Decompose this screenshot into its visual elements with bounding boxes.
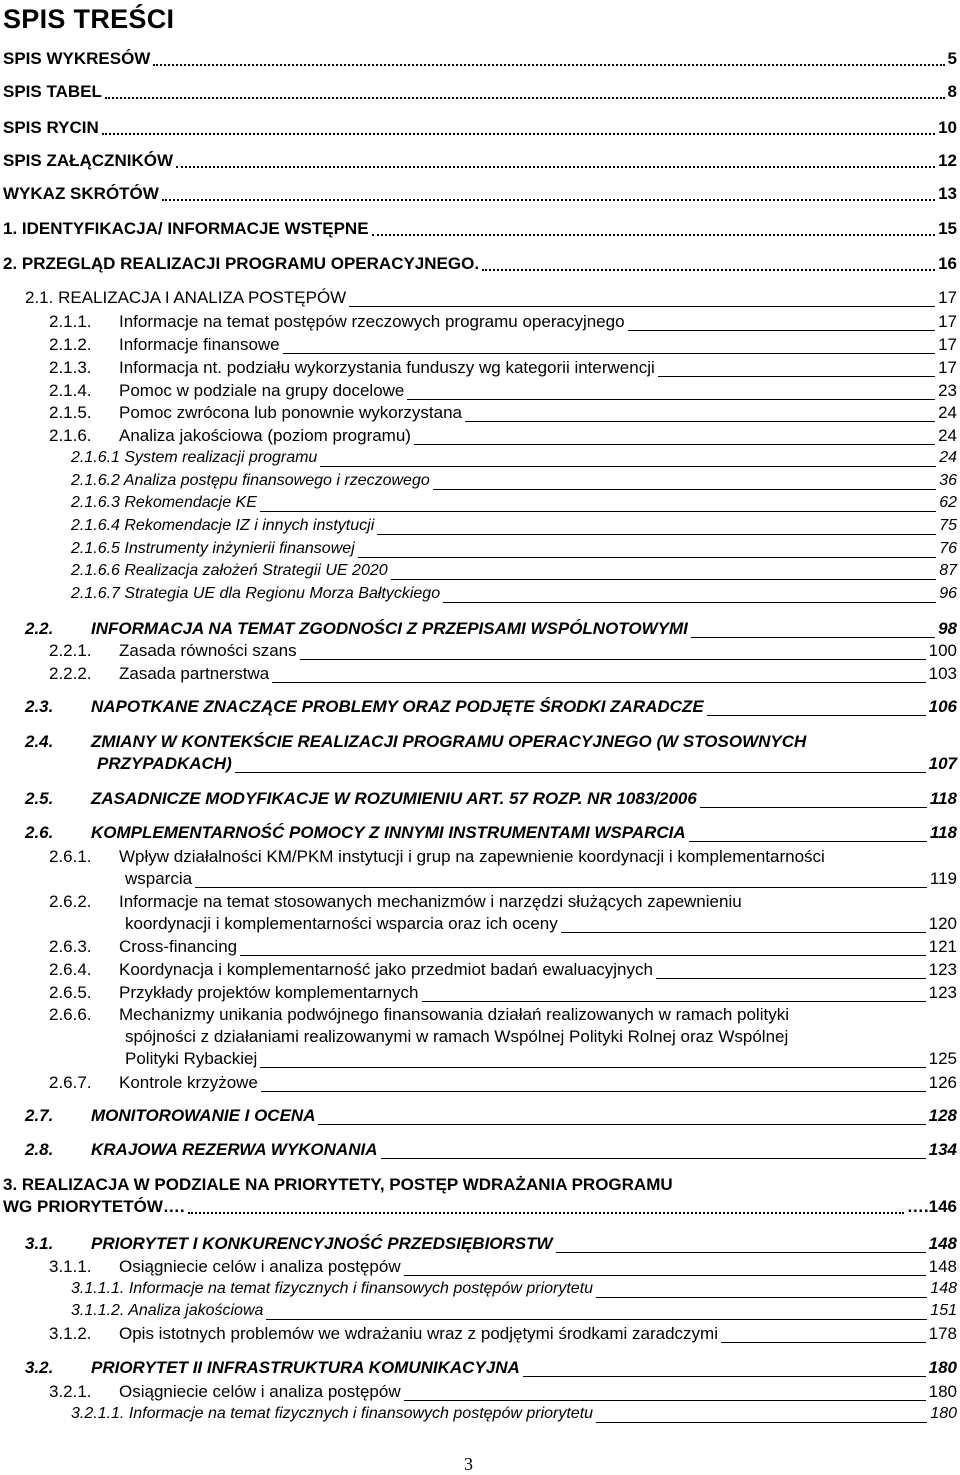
toc-entry-label: SPIS TABEL [3, 82, 102, 101]
toc-entry-label: koordynacji i komplementarności wsparcia oraz ich oceny [125, 914, 558, 933]
toc-entry-label: 2.1.6.7 Strategia UE dla Regionu Morza Bałtyckiego [71, 585, 441, 602]
leader-line [422, 1001, 926, 1002]
leader-line [404, 1275, 926, 1276]
leader-line [596, 1297, 927, 1298]
toc-entry[interactable] [71, 492, 957, 514]
leader-line [261, 1091, 926, 1092]
leader-line [691, 637, 935, 638]
toc-entry-page: 178 [928, 1324, 957, 1343]
toc-entry[interactable] [71, 515, 957, 537]
leader-line [320, 466, 936, 467]
toc-entry-page: 98 [938, 619, 957, 638]
toc-entry-page: 15 [938, 219, 957, 238]
leader-line [349, 306, 935, 307]
leader-line [283, 353, 935, 354]
leader-line [404, 1400, 926, 1401]
toc-entry-page: 125 [928, 1049, 957, 1068]
toc-entry[interactable] [49, 425, 957, 447]
toc-entry-label: Informacje na temat postępów rzeczowych programu operacyjnego [119, 312, 625, 331]
toc-entry-page: 75 [939, 517, 957, 534]
toc-entry[interactable] [71, 538, 957, 560]
toc-entry-page: 76 [939, 540, 957, 557]
toc-entry[interactable] [49, 357, 957, 379]
leader-line [556, 1252, 926, 1253]
toc-entry-label: 1. IDENTYFIKACJA/ INFORMACJE WSTĘPNE [3, 219, 369, 238]
toc-entry[interactable] [49, 936, 957, 958]
toc-entry-page: 17 [938, 312, 957, 331]
toc-entry-page: 120 [928, 914, 957, 933]
toc-entry[interactable] [3, 253, 957, 275]
toc-entry-page: 118 [929, 789, 957, 808]
leader-line [656, 978, 926, 979]
toc-entry-label: spójności z działaniami realizowanymi w ramach Wspólnej Polityki Rolnej oraz Wspólnej [125, 1027, 789, 1046]
toc-entry-label: Pomoc w podziale na grupy docelowe [119, 381, 405, 400]
toc-entry-label: Informacja nt. podziału wykorzystania funduszy wg kategorii interwencji [119, 358, 655, 377]
toc-entry-label: Informacje finansowe [119, 335, 280, 354]
leader-line [260, 1067, 925, 1068]
toc-entry-page: 13 [938, 184, 957, 203]
leader-line [689, 841, 927, 842]
toc-entry-page: 87 [939, 562, 957, 579]
leader-line [465, 421, 935, 422]
toc-entry-number: 2.3. [25, 697, 54, 716]
toc-entry-page: 126 [928, 1073, 957, 1092]
toc-entry[interactable] [71, 1300, 957, 1322]
toc-entry-label: WYKAZ SKRÓTÓW [3, 184, 159, 203]
toc-entry-label: wsparcia [125, 869, 193, 888]
toc-entry-number: 3.2.1. [49, 1382, 92, 1401]
toc-entry-label: INFORMACJA NA TEMAT ZGODNOŚCI Z PRZEPISAMI WSPÓLNOTOWYMI [91, 619, 688, 638]
toc-entry-page: 8 [947, 82, 957, 101]
toc-entry-page: 148 [928, 1234, 957, 1253]
toc-entry-label: Pomoc zwrócona lub ponownie wykorzystana [119, 403, 463, 422]
toc-entry-number: 2.1.5. [49, 403, 92, 422]
leader-line [561, 932, 926, 933]
toc-entry-number: 2.4. [25, 732, 54, 751]
toc-entry-page: 128 [928, 1106, 957, 1125]
toc-entry[interactable] [3, 117, 957, 139]
leader-line [153, 64, 944, 66]
toc-entry[interactable] [3, 48, 957, 70]
toc-entry-label: 3.1.1.2. Analiza jakościowa [71, 1302, 264, 1319]
toc-entry-page: 123 [928, 960, 957, 979]
leader-line [188, 1212, 904, 1214]
toc-entry-label: 2.1.6.3 Rekomendacje KE [71, 494, 257, 511]
toc-entry-page: 121 [928, 937, 957, 956]
toc-entry-label: Kontrole krzyżowe [119, 1073, 258, 1092]
toc-entry-page: 17 [938, 288, 957, 307]
toc-entry-page: 107 [928, 754, 957, 773]
toc-entry-page: 12 [938, 151, 957, 170]
leader-line [658, 376, 935, 377]
toc-entry-label: MONITOROWANIE I OCENA [91, 1106, 316, 1125]
toc-entry-page: 118 [929, 823, 957, 842]
toc-entry-number: 3.1. [25, 1234, 54, 1253]
toc-entry[interactable] [25, 822, 957, 844]
toc-entry-label: 2.1.6.5 Instrumenty inżynierii finansowej [71, 540, 355, 557]
toc-entry-number: 2.6.1. [49, 847, 92, 866]
toc-entry-label: 3. REALIZACJA W PODZIALE NA PRIORYTETY, POSTĘP WDRAŻANIA PROGRAMU [3, 1175, 673, 1194]
toc-entry-label: Osiągniecie celów i analiza postępów [119, 1257, 401, 1276]
toc-entry-label: PRIORYTET I KONKURENCYJNOŚĆ PRZEDSIĘBIORSTW [91, 1234, 553, 1253]
toc-entry-label: NAPOTKANE ZNACZĄCE PROBLEMY ORAZ PODJĘTE ŚRODKI ZARADCZE [91, 697, 704, 716]
toc-entry-label: Cross-financing [119, 937, 238, 956]
toc-entry-label: KRAJOWA REZERWA WYKONANIA [91, 1140, 378, 1159]
toc-entry-page: 62 [939, 494, 957, 511]
toc-entry-number: 2.7. [25, 1106, 54, 1125]
leader-line [381, 1158, 926, 1159]
toc-entry-number: 2.6.4. [49, 960, 92, 979]
toc-entry[interactable] [25, 1357, 957, 1379]
toc-entry[interactable] [49, 891, 957, 935]
toc-entry-label: Analiza jakościowa (poziom programu) [119, 426, 411, 445]
toc-entry-page: 10 [938, 118, 957, 137]
toc-entry[interactable] [3, 81, 957, 103]
leader-line [700, 807, 927, 808]
leader-line [721, 1342, 926, 1343]
toc-entry-label: KOMPLEMENTARNOŚĆ POMOCY Z INNYMI INSTRUMENTAMI WSPARCIA [91, 823, 686, 842]
toc-entry-page: 17 [938, 335, 957, 354]
toc-entry-page: ….146 [906, 1197, 957, 1216]
toc-entry-number: 2.1.6. [49, 426, 92, 445]
toc-entry[interactable] [71, 560, 957, 582]
toc-entry-number: 2.1.4. [49, 381, 92, 400]
toc-entry-label: 2.1. REALIZACJA I ANALIZA POSTĘPÓW [25, 288, 347, 307]
toc-entry[interactable] [49, 1323, 957, 1345]
leader-line [407, 399, 935, 400]
toc-entry-label: Polityki Rybackiej [125, 1049, 258, 1068]
toc-entry-number: 2.5. [25, 789, 54, 808]
leader-line [235, 772, 926, 773]
toc-entry[interactable] [25, 618, 957, 640]
toc-entry-label: PRIORYTET II INFRASTRUKTURA KOMUNIKACYJNA [91, 1358, 520, 1377]
toc-entry-page: 24 [938, 426, 957, 445]
toc-entry[interactable] [49, 640, 957, 662]
toc-entry[interactable] [3, 218, 957, 240]
leader-line [176, 166, 935, 168]
toc-heading: SPIS TREŚCI [3, 4, 175, 34]
toc-entry-label: 2. PRZEGLĄD REALIZACJI PROGRAMU OPERACYJNEGO. [3, 254, 480, 273]
leader-line [377, 534, 936, 535]
toc-entry-page: 180 [930, 1405, 957, 1422]
toc-entry[interactable] [49, 334, 957, 356]
leader-line [260, 511, 936, 512]
toc-entry[interactable] [71, 1278, 957, 1300]
leader-line [433, 489, 936, 490]
toc-entry[interactable] [49, 402, 957, 424]
toc-entry-number: 2.8. [25, 1140, 54, 1159]
toc-entry-number: 2.2.1. [49, 641, 92, 660]
toc-entry-number: 2.6. [25, 823, 54, 842]
toc-entry[interactable] [25, 1139, 957, 1161]
leader-line [102, 133, 935, 135]
toc-entry-label: Koordynacja i komplementarność jako przedmiot badań ewaluacyjnych [119, 960, 653, 979]
leader-line [266, 1319, 927, 1320]
leader-line [105, 97, 945, 99]
toc-entry-number: 2.2. [25, 619, 54, 638]
toc-entry-label: Wpływ działalności KM/PKM instytucji i grup na zapewnienie koordynacji i komplementarności [119, 847, 825, 866]
toc-entry-page: 180 [928, 1382, 957, 1401]
toc-entry-label: Osiągniecie celów i analiza postępów [119, 1382, 401, 1401]
leader-line [300, 659, 926, 660]
leader-line [628, 330, 936, 331]
leader-line [707, 715, 926, 716]
toc-entry-number: 2.1.1. [49, 312, 92, 331]
page-number: 3 [464, 1454, 473, 1474]
toc-entry-number: 2.6.3. [49, 937, 92, 956]
leader-line [240, 955, 926, 956]
toc-entry-page: 106 [928, 697, 957, 716]
leader-line [391, 579, 937, 580]
toc-entry-label: SPIS ZAŁĄCZNIKÓW [3, 151, 173, 170]
toc-entry-label: ZASADNICZE MODYFIKACJE W ROZUMIENIU ART. 57 ROZP. NR 1083/2006 [91, 789, 697, 808]
leader-line [195, 887, 927, 888]
leader-line [372, 234, 936, 236]
toc-entry-page: 100 [928, 641, 957, 660]
toc-entry-number: 3.1.2. [49, 1324, 92, 1343]
toc-entry-page: 119 [929, 869, 957, 888]
toc-entry[interactable] [3, 183, 957, 205]
toc-entry[interactable] [25, 1233, 957, 1255]
toc-entry[interactable] [25, 696, 957, 718]
toc-entry[interactable] [49, 1072, 957, 1094]
toc-entry-number: 2.6.6. [49, 1005, 92, 1024]
toc-entry-page: 180 [928, 1358, 957, 1377]
leader-line [272, 682, 925, 683]
toc-entry[interactable] [49, 1381, 957, 1403]
toc-entry-page: 17 [938, 358, 957, 377]
toc-entry-page: 24 [938, 403, 957, 422]
toc-entry[interactable] [49, 380, 957, 402]
toc-entry-label: Informacje na temat stosowanych mechanizmów i narzędzi służących zapewnieniu [119, 892, 742, 911]
toc-entry-label: Opis istotnych problemów we wdrażaniu wraz z podjętymi środkami zaradczymi [119, 1324, 718, 1343]
toc-entry-page: 96 [939, 585, 957, 602]
toc-entry[interactable] [71, 470, 957, 492]
toc-entry[interactable] [49, 982, 957, 1004]
leader-line [443, 602, 936, 603]
leader-line [318, 1124, 925, 1125]
toc-entry-label: 2.1.6.6 Realizacja założeń Strategii UE 2020 [71, 562, 388, 579]
toc-entry[interactable] [25, 731, 957, 775]
toc-entry-label: Zasada partnerstwa [119, 664, 270, 683]
toc-entry-page: 5 [947, 49, 957, 68]
toc-entry-number: 2.6.5. [49, 983, 92, 1002]
toc-entry-number: 3.1.1. [49, 1257, 92, 1276]
toc-entry-number: 2.6.7. [49, 1073, 92, 1092]
toc-entry-label: Mechanizmy unikania podwójnego finansowania działań realizowanych w ramach polityki [119, 1005, 789, 1024]
toc-entry-page: 134 [928, 1140, 957, 1159]
toc-entry-page: 16 [938, 254, 957, 273]
toc-entry[interactable] [49, 846, 957, 890]
toc-entry-page: 24 [939, 449, 957, 466]
toc-entry-page: 151 [930, 1302, 957, 1319]
toc-entry-label: SPIS WYKRESÓW [3, 49, 151, 68]
toc-entry-label: ZMIANY W KONTEKŚCIE REALIZACJI PROGRAMU OPERACYJNEGO (W STOSOWNYCH [91, 732, 807, 751]
toc-entry-page: 23 [938, 381, 957, 400]
leader-line [162, 199, 935, 201]
toc-entry-label: SPIS RYCIN [3, 118, 99, 137]
toc-entry-label: 3.2.1.1. Informacje na temat fizycznych i finansowych postępów priorytetu [71, 1405, 594, 1422]
leader-line [523, 1376, 926, 1377]
toc-entry-page: 123 [928, 983, 957, 1002]
toc-entry-number: 2.6.2. [49, 892, 92, 911]
leader-line [414, 444, 935, 445]
toc-entry[interactable] [49, 311, 957, 333]
toc-entry[interactable] [49, 663, 957, 685]
toc-entry[interactable] [71, 447, 957, 469]
toc-entry[interactable] [3, 150, 957, 172]
toc-entry-label: Przykłady projektów komplementarnych [119, 983, 419, 1002]
toc-entry-page: 103 [928, 664, 957, 683]
toc-entry[interactable] [71, 583, 957, 605]
toc-entry[interactable] [49, 959, 957, 981]
leader-line [358, 557, 937, 558]
toc-entry[interactable] [25, 287, 957, 309]
toc-entry-label: 3.1.1.1. Informacje na temat fizycznych i finansowych postępów priorytetu [71, 1280, 594, 1297]
toc-entry-label: 2.1.6.2 Analiza postępu finansowego i rzeczowego [71, 472, 430, 489]
toc-entry-number: 2.1.2. [49, 335, 92, 354]
toc-entry-page: 148 [930, 1280, 957, 1297]
toc-entry-label: 2.1.6.1 System realizacji programu [71, 449, 318, 466]
toc-entry-number: 3.2. [25, 1358, 54, 1377]
toc-entry[interactable] [25, 788, 957, 810]
toc-entry[interactable] [25, 1105, 957, 1127]
leader-line [482, 269, 935, 271]
toc-entry[interactable] [3, 1174, 957, 1218]
toc-entry-number: 2.1.3. [49, 358, 92, 377]
toc-entry[interactable] [49, 1256, 957, 1278]
toc-entry-label: PRZYPADKACH) [97, 754, 232, 773]
toc-entry-label: 2.1.6.4 Rekomendacje IZ i innych instytucji [71, 517, 375, 534]
toc-entry-label: Zasada równości szans [119, 641, 297, 660]
toc-entry[interactable] [49, 1004, 957, 1070]
toc-entry-page: 148 [928, 1257, 957, 1276]
toc-entry-page: 36 [939, 472, 957, 489]
toc-entry-label: WG PRIORYTETÓW…. [3, 1197, 185, 1216]
toc-entry-number: 2.2.2. [49, 664, 92, 683]
leader-line [596, 1422, 927, 1423]
toc-entry[interactable] [71, 1403, 957, 1425]
